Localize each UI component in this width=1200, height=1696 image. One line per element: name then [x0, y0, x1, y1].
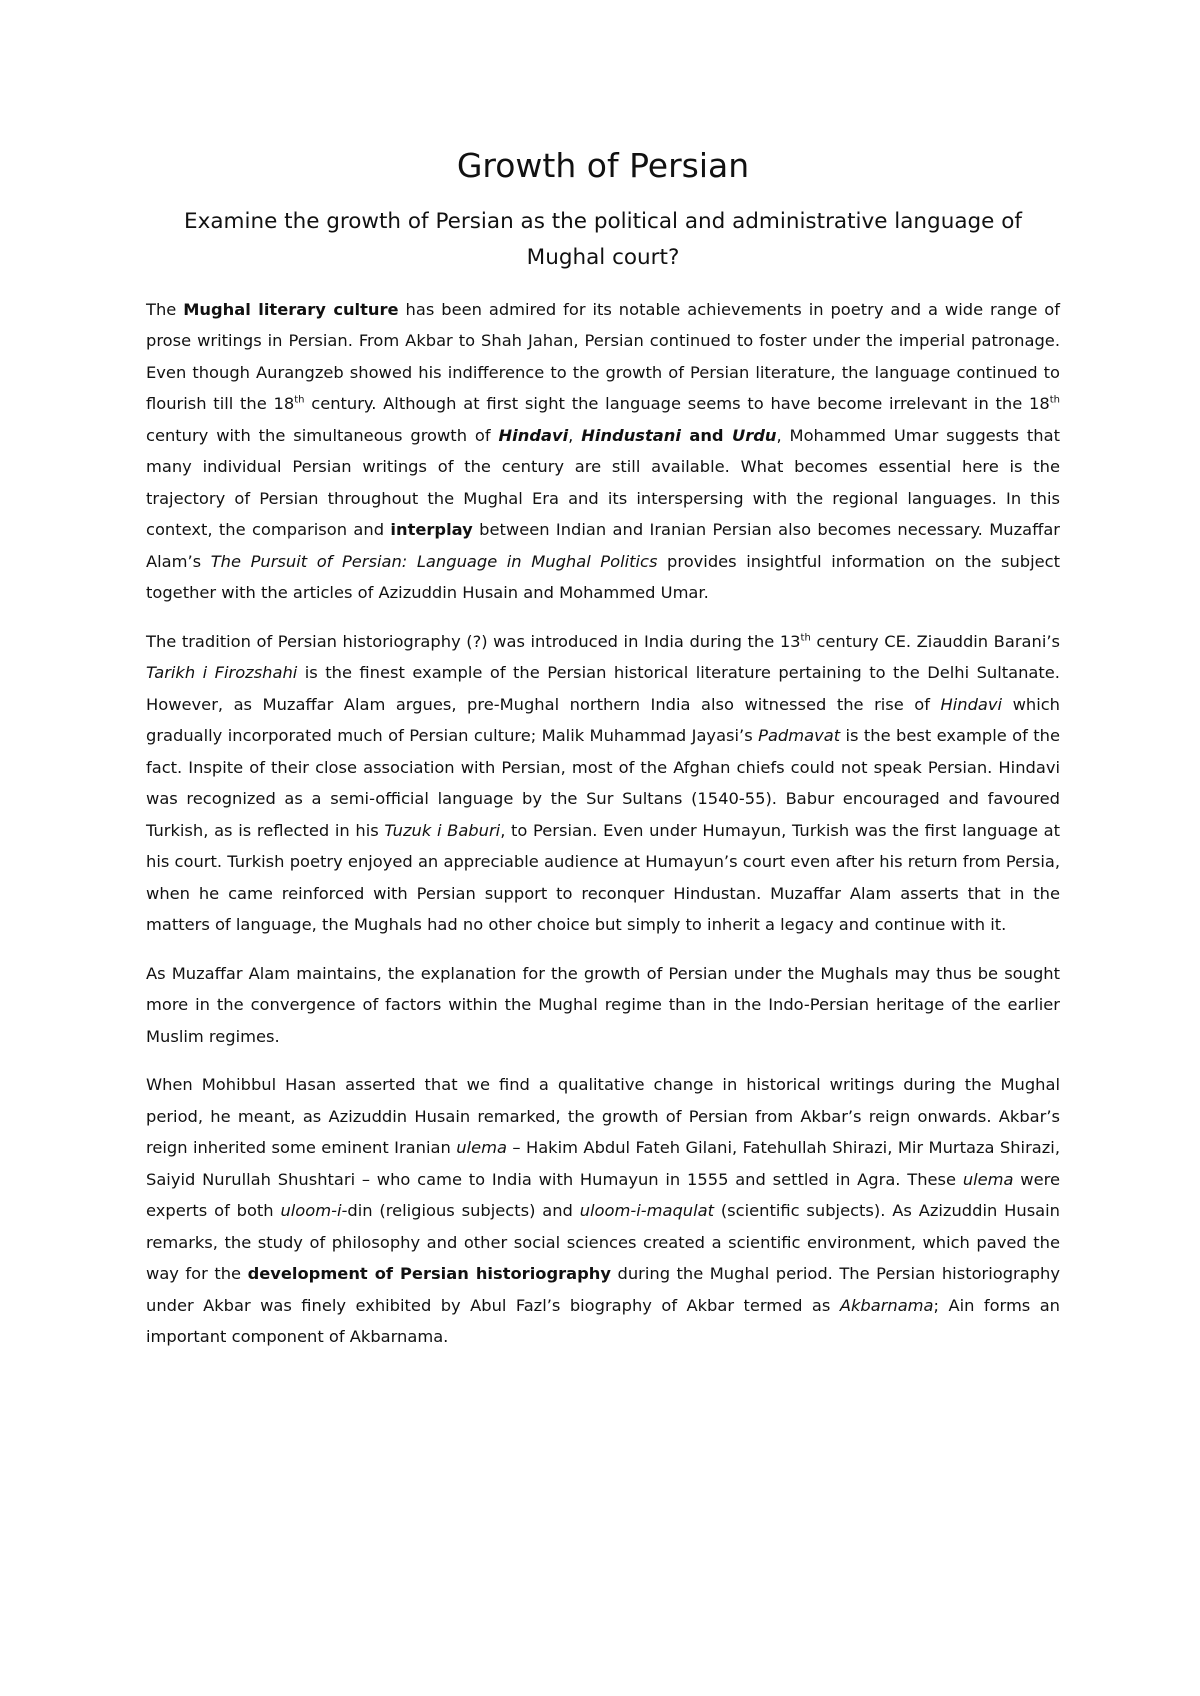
text-run: is the best example of the fact. Inspite of their close association with Persian, most of the Afghan chiefs could not speak Persian. Hindavi was recognized as a semi-official language by the Sur Sultans (1540-55). Babur encouraged and favoured Turkish, as is reflected in his [146, 726, 1060, 840]
italic-title-tarikh: Tarikh i Firozshahi [146, 663, 298, 683]
text-run: The tradition of Persian historiography (?) was introduced in India during the 13 [146, 631, 801, 651]
italic-title-akbarnama: Akbarnama [839, 1295, 934, 1315]
bold-italic-term-urdu: Urdu [731, 425, 777, 445]
text-run: which gradually incorporated much of Persian culture; Malik Muhammad Jayasi’s [146, 694, 1060, 746]
text-run: were experts of both [146, 1169, 1060, 1221]
text-run: century with the simultaneous growth of [146, 425, 499, 445]
italic-term-hindavi: Hindavi [940, 694, 1003, 714]
question-heading: Examine the growth of Persian as the political and administrative language of Mughal court? [184, 208, 1022, 270]
italic-term-uloom-i: uloom-i- [280, 1201, 348, 1221]
text-run: century. Although at first sight the language seems to have become irrelevant in the 18 [304, 394, 1050, 414]
bold-italic-term-hindustani: Hindustani [581, 425, 681, 445]
text-run: (scientific subjects). As Azizuddin Husain remarks, the study of philosophy and other social sciences created a scientific environment, which paved the way for the [146, 1201, 1060, 1284]
paragraph-1 [146, 294, 1060, 609]
bold-italic-term-hindavi: Hindavi [498, 425, 569, 445]
text-run: has been admired for its notable achievements in poetry and a wide range of prose writings in Persian. From Akbar to Shah Jahan, Persian continued to foster under the imperial patronage. Even though Aurangzeb showed his indifference to the growth of Persian literature, the language continued to flourish till the 18 [146, 299, 1060, 414]
superscript: th [294, 394, 305, 406]
italic-term-ulema: ulema [962, 1169, 1014, 1189]
superscript: th [800, 632, 811, 644]
bold-term-interplay: interplay [390, 520, 473, 540]
text-run: , to Persian. Even under Humayun, Turkish was the first language at his court. Turkish poetry enjoyed an appreciable audience at Humayun’s court even after his return from Persia, when he came reinforced with Persian support to reconquer Hindustan. Muzaffar Alam asserts that in the matters of language, the Mughals had no other choice but simply to inherit a legacy and continue with it. [146, 820, 1060, 935]
page-title: Growth of Persian [456, 146, 750, 185]
document-content [146, 146, 1060, 1370]
paragraph-2 [146, 626, 1060, 941]
bold-term-development: development of Persian historiography [247, 1264, 611, 1284]
text-run: provides insightful information on the subject together with the articles of Azizuddin Husain and Mohammed Umar. [146, 551, 1060, 603]
italic-term-ulema: ulema [456, 1138, 507, 1158]
italic-term-uloom-i-maqulat: uloom-i-maqulat [579, 1201, 714, 1221]
italic-title-tuzuk: Tuzuk i Baburi [384, 820, 501, 840]
paragraph-3: As Muzaffar Alam maintains, the explanation for the growth of Persian under the Mughals may thus be sought more in the convergence of factors within the Mughal regime than in the Indo-Persian heritage of the earlier Muslim regimes. [146, 963, 1060, 1046]
text-run: century CE. Ziauddin Barani’s [810, 631, 1061, 651]
text-run: When Mohibbul Hasan asserted that we find a qualitative change in historical writings during the Mughal period, he meant, as Azizuddin Husain remarked, the growth of Persian from Akbar’s reign onwards. Akbar’s reign inherited some eminent Iranian [146, 1075, 1060, 1158]
italic-title-padmavat: Padmavat [758, 726, 841, 746]
text-run: , Mohammed Umar suggests that many individual Persian writings of the century are still available. What becomes essential here is the trajectory of Persian throughout the Mughal Era and its interspersing with the regional languages. In this context, the comparison and [146, 425, 1060, 540]
text-run: , [568, 425, 582, 445]
bold-term-mughal-literary-culture: Mughal literary culture [183, 299, 399, 319]
text-run: – Hakim Abdul Fateh Gilani, Fatehullah Shirazi, Mir Murtaza Shirazi, Saiyid Nurullah Shushtari – who came to India with Humayun in 1555 and settled in Agra. These [146, 1138, 1060, 1189]
superscript: th [1049, 394, 1060, 406]
text-run: is the finest example of the Persian historical literature pertaining to the Delhi Sultanate. However, as Muzaffar Alam argues, pre-Mughal northern India also witnessed the rise of [146, 663, 1060, 714]
paragraph-4 [146, 1069, 1060, 1353]
text-run: between Indian and Iranian Persian also becomes necessary. Muzaffar Alam’s [146, 520, 1060, 571]
bold-and: and [680, 425, 732, 445]
text-run: during the Mughal period. The Persian historiography under Akbar was finely exhibited by Abul Fazl’s biography of Akbar termed as [146, 1264, 1061, 1315]
text-run: ; Ain forms an important component of Akbarnama. [146, 1295, 1061, 1347]
text-run: The [146, 299, 184, 319]
italic-book-title: The Pursuit of Persian: Language in Mughal Politics [210, 551, 658, 571]
text-run: din (religious subjects) and [347, 1201, 580, 1221]
